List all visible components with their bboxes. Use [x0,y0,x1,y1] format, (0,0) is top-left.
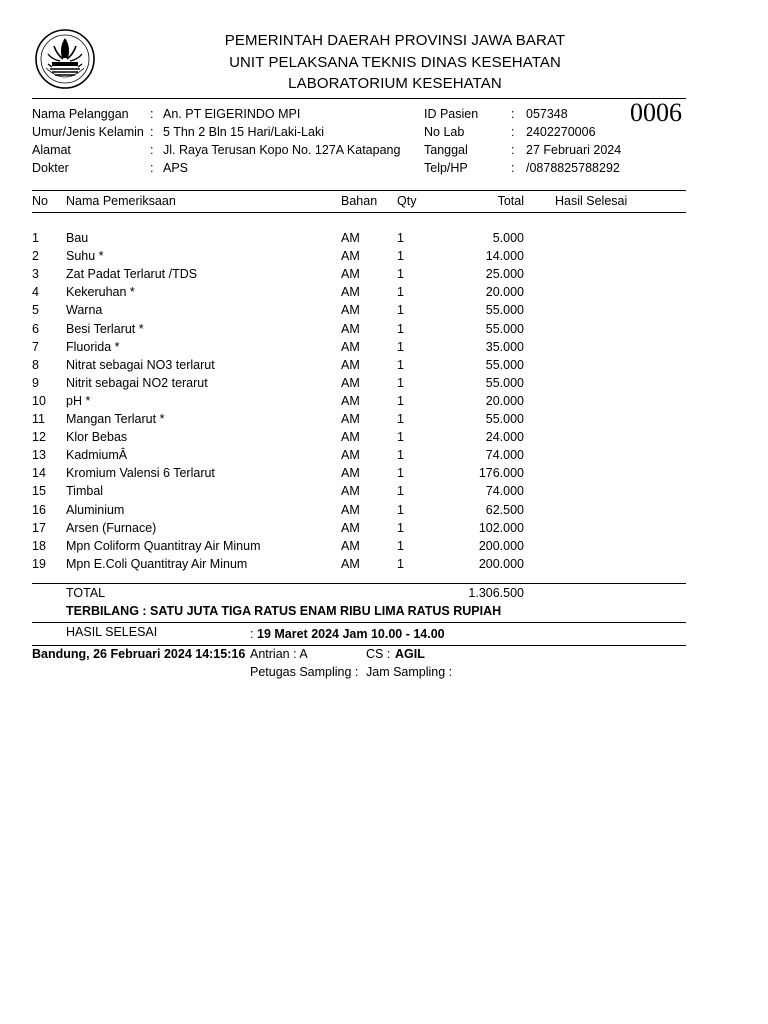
row-qty: 1 [397,375,404,390]
table-row [0,484,768,502]
row-bahan: AM [341,375,360,390]
col-header-qty: Qty [397,194,417,208]
row-total: 55.000 [485,321,524,336]
row-total: 20.000 [485,285,524,300]
table-row [0,322,768,340]
row-no: 7 [32,339,39,354]
header-line-3: LABORATORIUM KESEHATAN [288,75,502,92]
table-row [0,340,768,358]
row-no: 16 [32,502,46,517]
row-qty: 1 [397,556,404,571]
row-bahan: AM [341,249,360,264]
row-name: Warna [66,303,103,318]
table-row [0,267,768,285]
value-nama-pelanggan: An. PT EIGERINDO MPI [163,107,301,121]
row-total: 62.500 [485,502,524,517]
row-bahan: AM [341,357,360,372]
petugas-sampling: Petugas Sampling : [250,665,359,679]
value-tanggal: 27 Februari 2024 [526,143,622,157]
provincial-seal-icon [34,28,96,90]
row-bahan: AM [341,466,360,481]
row-total: 35.000 [485,339,524,354]
row-total: 74.000 [485,484,524,499]
row-qty: 1 [397,231,404,245]
row-name: Fluorida * [66,339,120,354]
row-qty: 1 [397,412,404,426]
row-no: 1 [32,231,39,245]
row-name: Arsen (Furnace) [66,520,157,535]
value-umur: 5 Thn 2 Bln 15 Hari/Laki-Laki [163,125,324,139]
row-qty: 1 [397,303,404,318]
row-total: 200.000 [478,538,524,553]
hasil-selesai-sep: : [250,627,254,641]
row-name: Nitrit sebagai NO2 terarut [66,375,208,390]
row-name: Mpn Coliform Quantitray Air Minum [66,538,261,553]
row-name: Kromium Valensi 6 Terlarut [66,466,215,481]
row-qty: 1 [397,357,404,372]
row-qty: 1 [397,448,404,463]
table-row [0,285,768,303]
row-no: 5 [32,303,39,318]
serial-number: 0006 [630,98,682,127]
row-no: 8 [32,357,39,372]
table-row [0,231,768,249]
row-bahan: AM [341,321,360,336]
row-total: 176.000 [478,466,524,481]
row-no: 19 [32,556,46,571]
table-row [0,448,768,466]
row-no: 14 [32,466,46,481]
footer-divider [32,645,686,646]
row-qty: 1 [397,520,404,535]
table-row [0,503,768,521]
row-qty: 1 [397,285,404,300]
value-dokter: APS [163,161,189,175]
sep: : [511,143,515,157]
row-bahan: AM [341,448,360,463]
row-name: Mpn E.Coli Quantitray Air Minum [66,556,248,571]
row-name: Besi Terlarut * [66,321,144,336]
cs-value: AGIL [395,647,425,661]
row-bahan: AM [341,303,360,318]
table-row [0,539,768,557]
row-qty: 1 [397,339,404,354]
row-total: 102.000 [478,520,524,535]
header-divider [32,98,686,99]
row-bahan: AM [341,484,360,499]
row-name: Bau [66,231,89,245]
row-no: 2 [32,249,39,264]
label-id-pasien: ID Pasien [424,107,479,121]
label-umur: Umur/Jenis Kelamin [32,125,144,139]
row-qty: 1 [397,466,404,481]
table-row [0,412,768,430]
value-no-lab: 2402270006 [526,125,596,139]
col-header-total: Total [497,194,524,208]
row-bahan: AM [341,538,360,553]
row-no: 4 [32,285,39,300]
row-name: Mangan Terlarut * [66,412,165,426]
row-total: 14.000 [485,249,524,264]
label-nama-pelanggan: Nama Pelanggan [32,107,129,121]
row-no: 6 [32,321,39,336]
header-line-2: UNIT PELAKSANA TEKNIS DINAS KESEHATAN [229,54,561,71]
row-no: 9 [32,375,39,390]
row-qty: 1 [397,484,404,499]
row-qty: 1 [397,249,404,264]
table-row [0,430,768,448]
row-no: 10 [32,393,46,408]
row-qty: 1 [397,393,404,408]
row-bahan: AM [341,285,360,300]
sep: : [511,161,515,175]
col-header-bahan: Bahan [341,194,378,208]
row-name: Klor Bebas [66,430,128,445]
row-bahan: AM [341,430,360,445]
row-qty: 1 [397,321,404,336]
row-bahan: AM [341,502,360,517]
row-name: KadmiumÂ [66,448,128,463]
total-label: TOTAL [66,586,106,600]
row-no: 15 [32,484,46,499]
row-name: Zat Padat Terlarut /TDS [66,267,198,282]
row-bahan: AM [341,231,360,245]
row-qty: 1 [397,538,404,553]
row-total: 55.000 [485,303,524,318]
row-bahan: AM [341,393,360,408]
row-total: 55.000 [485,357,524,372]
header-line-1: PEMERINTAH DAERAH PROVINSI JAWA BARAT [224,32,566,49]
label-tanggal: Tanggal [424,143,468,157]
row-name: Suhu * [66,249,104,264]
sep: : [150,125,154,139]
col-header-hasil: Hasil Selesai [555,194,628,208]
row-no: 13 [32,448,46,463]
sep: : [150,143,154,157]
row-qty: 1 [397,267,404,282]
sep: : [150,161,154,175]
jam-sampling: Jam Sampling : [366,665,453,679]
label-dokter: Dokter [32,161,69,175]
row-name: Kekeruhan * [66,285,135,300]
sep: : [511,125,515,139]
row-no: 12 [32,430,46,445]
row-bahan: AM [341,412,360,426]
row-bahan: AM [341,556,360,571]
table-row [0,521,768,539]
total-value: 1.306.500 [468,586,524,600]
terbilang-divider [32,622,686,623]
value-telp: /0878825788292 [526,161,620,175]
table-row [0,303,768,321]
place-date: Bandung, 26 Februari 2024 14:15:16 [32,647,246,661]
row-no: 17 [32,520,46,535]
row-qty: 1 [397,502,404,517]
row-qty: 1 [397,430,404,445]
table-row [0,394,768,412]
row-bahan: AM [341,520,360,535]
table-row [0,358,768,376]
table-row [0,466,768,484]
row-no: 18 [32,538,46,553]
sep: : [511,107,515,121]
row-total: 5.000 [492,231,524,245]
row-total: 24.000 [485,430,524,445]
row-name: Nitrat sebagai NO3 terlarut [66,357,215,372]
terbilang-text: TERBILANG : SATU JUTA TIGA RATUS ENAM RIBU LIMA RATUS RUPIAH [66,604,502,618]
row-name: pH * [66,393,91,408]
row-total: 20.000 [485,393,524,408]
col-header-name: Nama Pemeriksaan [66,194,176,208]
table-row [0,249,768,267]
table-row [0,376,768,394]
row-name: Timbal [66,484,104,499]
table-row [0,557,768,575]
table-header-divider [32,212,686,213]
sep: : [150,107,154,121]
row-bahan: AM [341,339,360,354]
row-total: 25.000 [485,267,524,282]
col-header-no: No [32,194,48,208]
row-name: Aluminium [66,502,125,517]
table-top-divider [32,190,686,191]
antrian: Antrian : A [250,647,308,661]
row-total: 55.000 [485,375,524,390]
row-no: 11 [32,412,45,426]
value-id-pasien: 057348 [526,107,568,121]
row-total: 55.000 [485,412,524,426]
row-no: 3 [32,267,39,282]
hasil-selesai-value: 19 Maret 2024 Jam 10.00 - 14.00 [257,627,445,641]
hasil-selesai-label: HASIL SELESAI [66,625,158,639]
label-alamat: Alamat [32,143,71,157]
total-divider [32,583,686,584]
cs-label: CS : [366,647,391,661]
row-bahan: AM [341,267,360,282]
label-telp: Telp/HP [424,161,468,175]
row-total: 200.000 [478,556,524,571]
label-no-lab: No Lab [424,125,465,139]
row-total: 74.000 [485,448,524,463]
value-alamat: Jl. Raya Terusan Kopo No. 127A Katapang [163,143,401,157]
